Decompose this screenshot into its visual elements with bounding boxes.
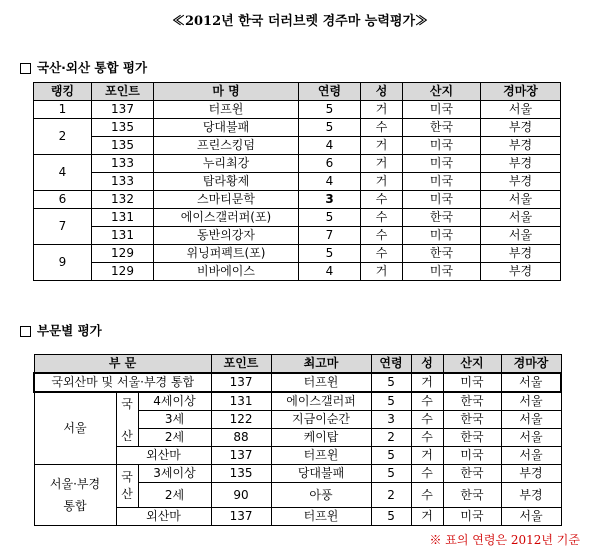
age-cell: 4 [299,137,361,155]
origin-cell: 한국 [403,119,481,137]
origin-cell: 미국 [403,101,481,119]
table-row [34,263,561,281]
table-row [34,101,561,119]
origin-cell: 한국 [403,245,481,263]
track-cell: 서울 [501,411,561,429]
table-row [34,209,561,227]
header-category: 부 문 [34,355,211,374]
rank-cell: 6 [34,191,92,209]
age-cell: 4 [299,263,361,281]
origin-cell: 미국 [403,227,481,245]
age-cell: 5 [299,245,361,263]
horse-name-cell: 터프윈 [271,373,371,392]
category-cell: 외산마 [116,508,211,526]
age-cell: 5 [299,209,361,227]
ranking-table [33,82,561,281]
point-cell: 135 [92,137,154,155]
rank-cell: 9 [34,245,92,281]
table-row [34,191,561,209]
track-cell: 부경 [481,155,561,173]
age-cell: 5 [371,392,411,411]
point-cell: 135 [211,465,271,483]
table-header-row [34,83,561,101]
point-cell: 129 [92,245,154,263]
track-cell: 부경 [481,119,561,137]
track-cell: 서울 [481,209,561,227]
sex-cell: 거 [361,137,403,155]
point-cell: 133 [92,173,154,191]
header-track: 경마장 [481,83,561,101]
sex-cell: 거 [361,173,403,191]
point-cell: 122 [211,411,271,429]
horse-name-cell: 터프윈 [271,447,371,465]
horse-name-cell: 당대불패 [154,119,299,137]
sex-cell: 수 [411,411,443,429]
track-cell: 서울 [501,392,561,411]
header-age: 연령 [371,355,411,374]
origin-cell: 한국 [443,429,501,447]
category-cell: 국외산마 및 서울·부경 통합 [34,373,211,392]
age-cell: 3 [371,411,411,429]
sex-cell: 수 [411,483,443,508]
track-cell: 서울 [481,227,561,245]
origin-cell: 한국 [443,465,501,483]
track-cell: 부경 [481,245,561,263]
origin-cell: 미국 [443,508,501,526]
table-header-row [34,355,561,374]
horse-name-cell: 에이스갤러퍼 [271,392,371,411]
origin-cell: 한국 [443,483,501,508]
sex-cell: 수 [361,119,403,137]
origin-cell: 미국 [403,173,481,191]
age-cell: 3 [299,191,361,209]
horse-name-cell: 스마티문학 [154,191,299,209]
category-cell: 4세이상 [138,392,211,411]
table-row [34,155,561,173]
horse-name-cell: 위닝퍼펙트(포) [154,245,299,263]
category-cell: 3세 [138,411,211,429]
domestic-label-cell [116,392,138,447]
age-cell: 5 [371,465,411,483]
age-cell: 5 [299,119,361,137]
rank-cell: 2 [34,119,92,155]
track-cell: 부경 [481,263,561,281]
track-cell: 서울 [501,508,561,526]
section-heading-category [20,321,102,339]
horse-name-cell: 프린스킹덤 [154,137,299,155]
combined-label-1: 서울·부경 [49,477,101,491]
point-cell: 131 [92,209,154,227]
table-row [34,119,561,137]
horse-name-cell: 지금이순간 [271,411,371,429]
horse-name-cell: 아풍 [271,483,371,508]
category-cell: 2세 [138,429,211,447]
age-cell: 5 [371,508,411,526]
track-cell: 서울 [481,101,561,119]
track-cell: 부경 [481,173,561,191]
sex-cell: 거 [361,155,403,173]
horse-name-cell: 터프윈 [154,101,299,119]
point-cell: 90 [211,483,271,508]
point-cell: 137 [211,447,271,465]
origin-cell: 미국 [403,137,481,155]
horse-name-cell: 당대불패 [271,465,371,483]
horse-name-cell: 터프윈 [271,508,371,526]
domestic-label-cell: 국산 [116,465,138,508]
section-label: 국산·외산 통합 평가 [37,60,148,75]
point-cell: 137 [211,508,271,526]
point-cell: 133 [92,155,154,173]
horse-name-cell: 케이탑 [271,429,371,447]
age-cell: 7 [299,227,361,245]
table-row [34,392,561,411]
age-cell: 2 [371,429,411,447]
sex-cell: 거 [411,508,443,526]
rank-cell: 1 [34,101,92,119]
header-track: 경마장 [501,355,561,374]
point-cell: 137 [211,373,271,392]
track-cell: 부경 [501,483,561,508]
age-cell: 2 [371,483,411,508]
header-best-horse: 최고마 [271,355,371,374]
page-title: ≪2012년 한국 더러브렛 경주마 능력평가≫ [171,14,429,29]
sex-cell: 거 [411,373,443,392]
horse-name-cell: 동반의강자 [154,227,299,245]
point-cell: 132 [92,191,154,209]
sex-cell: 수 [411,392,443,411]
horse-name-cell: 비바에이스 [154,263,299,281]
track-cell: 부경 [501,465,561,483]
sex-cell: 거 [411,447,443,465]
checkbox-square-icon [20,63,31,74]
header-rank: 랭킹 [34,83,92,101]
origin-cell: 미국 [403,263,481,281]
header-horse-name: 마 명 [154,83,299,101]
origin-cell: 한국 [443,392,501,411]
table-row [34,227,561,245]
domestic-label-2: 산 [121,428,133,443]
section-heading-combined [20,58,147,76]
footnote: ※ 표의 연령은 2012년 기준 [429,533,580,547]
horse-name-cell: 에이스갤러퍼(포) [154,209,299,227]
point-cell: 131 [211,392,271,411]
sex-cell: 수 [411,465,443,483]
domestic-label-1: 국 [121,396,133,411]
age-cell: 4 [299,173,361,191]
origin-cell: 미국 [443,373,501,392]
point-cell: 131 [92,227,154,245]
point-cell: 135 [92,119,154,137]
header-point: 포인트 [211,355,271,374]
sex-cell: 수 [361,191,403,209]
origin-cell: 한국 [403,209,481,227]
age-cell: 5 [371,447,411,465]
category-cell: 외산마 [116,447,211,465]
horse-name-cell: 탐라황제 [154,173,299,191]
horse-name-cell: 누리최강 [154,155,299,173]
origin-cell: 미국 [403,191,481,209]
sex-cell: 수 [361,209,403,227]
origin-cell: 한국 [443,411,501,429]
sex-cell: 수 [361,245,403,263]
combined-label-2: 통합 [63,499,87,513]
table-row-overall [34,373,561,392]
header-origin: 산지 [403,83,481,101]
section-label: 부문별 평가 [37,323,102,338]
header-origin: 산지 [443,355,501,374]
track-cell: 부경 [481,137,561,155]
origin-cell: 미국 [443,447,501,465]
category-cell: 3세이상 [138,465,211,483]
header-point: 포인트 [92,83,154,101]
age-cell: 5 [371,373,411,392]
point-cell: 129 [92,263,154,281]
table-row [34,465,561,483]
table-row [34,173,561,191]
region-cell-seoul: 서울 [34,392,116,465]
category-cell: 2세 [138,483,211,508]
header-sex: 성 [361,83,403,101]
track-cell: 서울 [501,373,561,392]
point-cell: 88 [211,429,271,447]
checkbox-square-icon [20,326,31,337]
rank-cell: 7 [34,209,92,245]
header-age: 연령 [299,83,361,101]
rank-cell: 4 [34,155,92,191]
header-sex: 성 [411,355,443,374]
table-row [34,137,561,155]
track-cell: 서울 [501,447,561,465]
age-cell: 5 [299,101,361,119]
sex-cell: 수 [411,429,443,447]
track-cell: 서울 [501,429,561,447]
table-row [34,245,561,263]
track-cell: 서울 [481,191,561,209]
sex-cell: 수 [361,227,403,245]
point-cell: 137 [92,101,154,119]
region-cell-combined [34,465,116,526]
category-table [33,354,562,526]
origin-cell: 미국 [403,155,481,173]
sex-cell: 거 [361,101,403,119]
sex-cell: 거 [361,263,403,281]
age-cell: 6 [299,155,361,173]
